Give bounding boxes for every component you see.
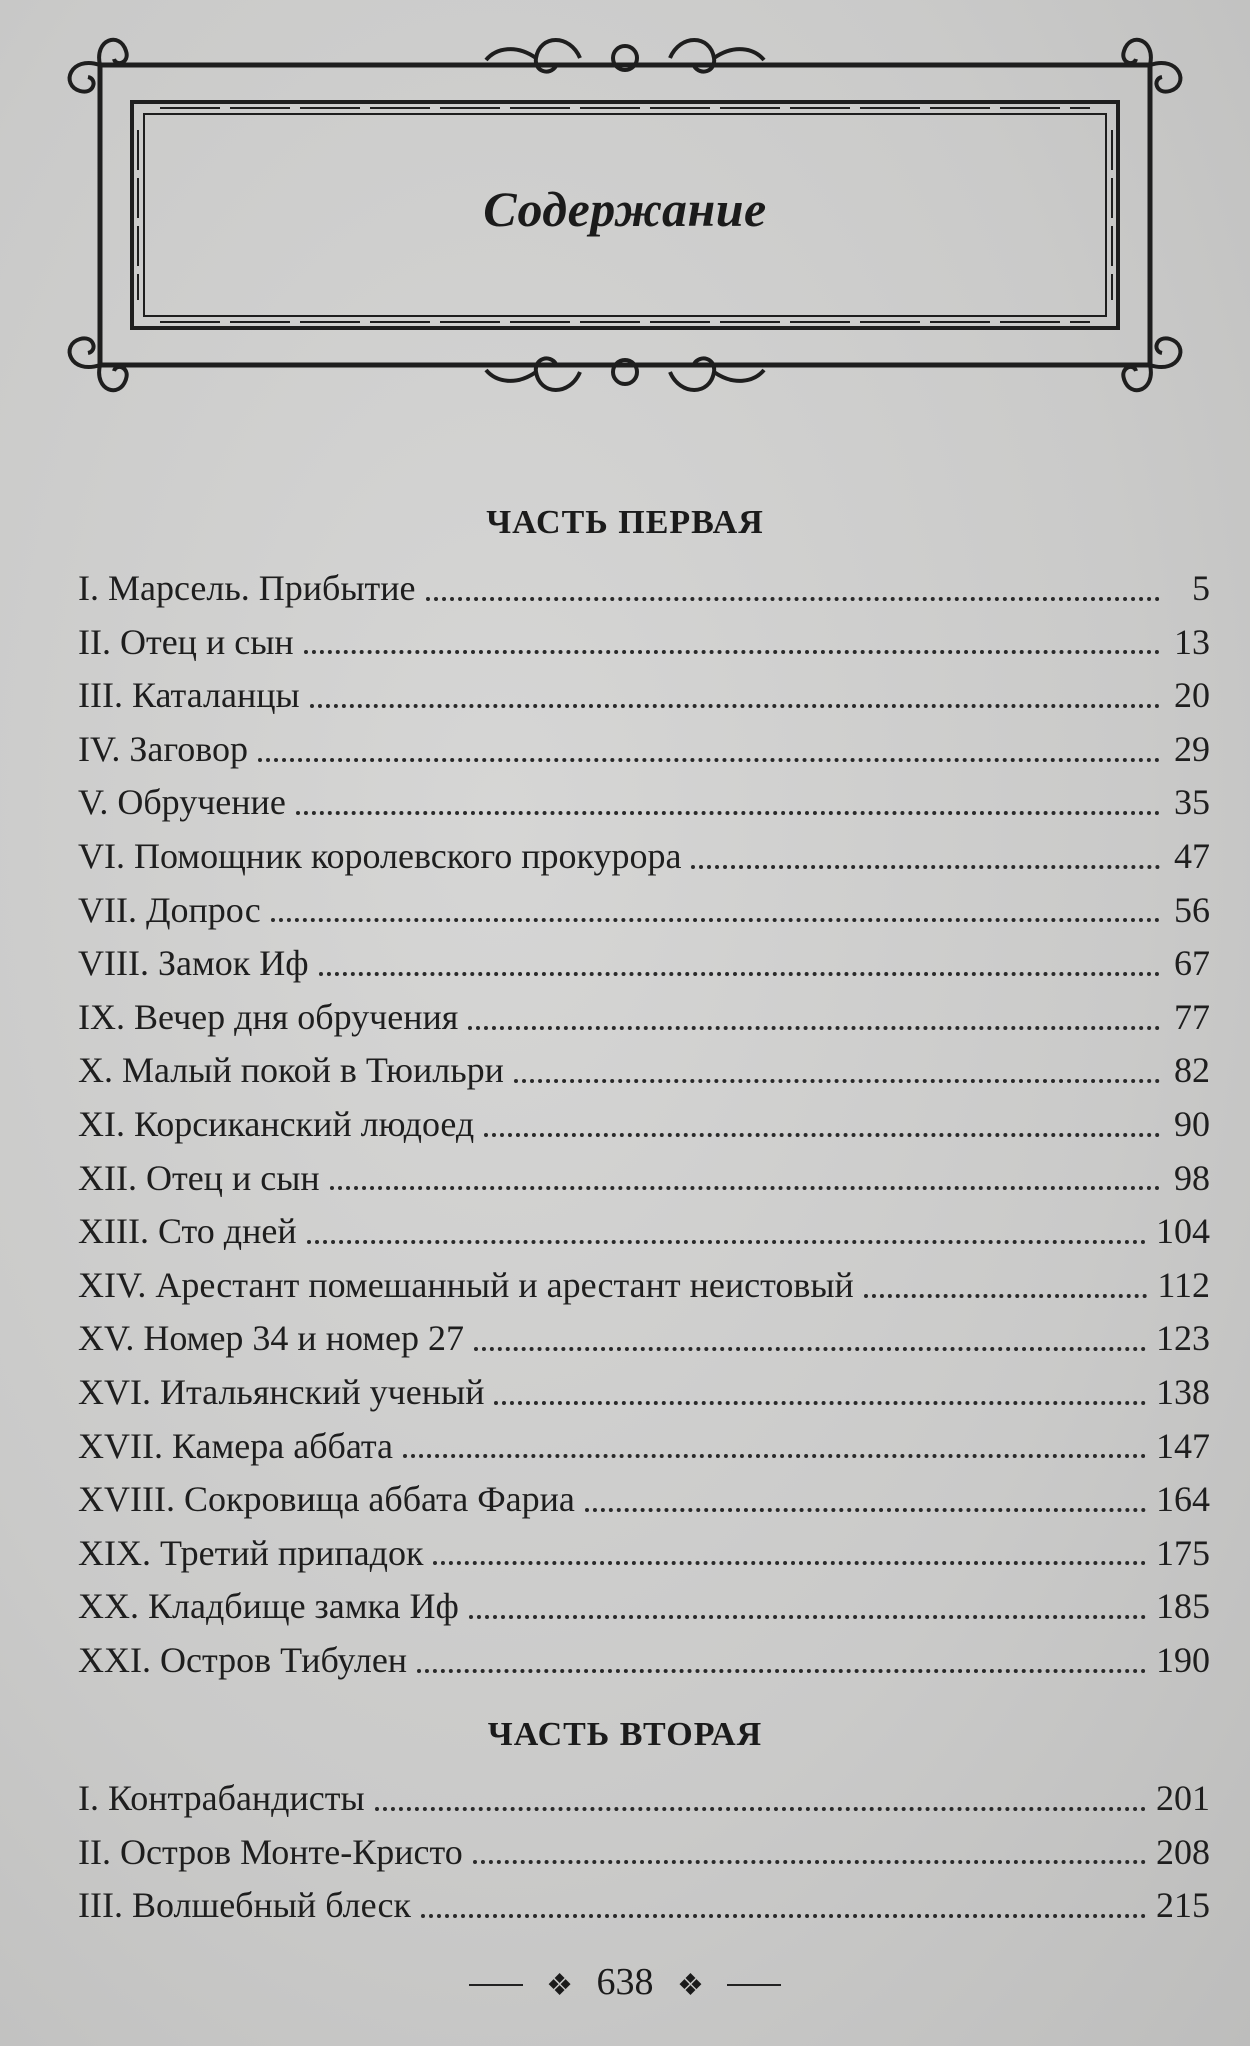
page-number: 638 [596, 1961, 654, 2003]
chapter-title: VIII. Замок Иф [78, 943, 309, 984]
dot-leader [468, 1026, 1160, 1030]
page-footer [0, 1960, 1250, 2004]
toc-entry [78, 776, 1210, 830]
toc-entry [78, 1366, 1210, 1420]
toc-entry [78, 1152, 1210, 1206]
dot-leader [864, 1294, 1148, 1298]
footer-rule-left [469, 1984, 523, 1986]
chapter-title: I. Марсель. Прибытие [78, 568, 416, 608]
chapter-title: II. Остров Монте-Кристо [78, 1831, 463, 1872]
chapter-title: XI. Корсиканский людоед [78, 1103, 475, 1144]
dot-leader [304, 650, 1160, 654]
chapter-page: 67 [1174, 943, 1210, 984]
toc-entry [78, 1772, 1210, 1826]
chapter-page: 175 [1156, 1532, 1210, 1573]
chapter-page: 47 [1174, 835, 1210, 876]
dot-leader [375, 1807, 1146, 1811]
toc-entry [78, 1527, 1210, 1581]
chapter-title: III. Волшебный блеск [78, 1885, 411, 1926]
dot-leader [691, 865, 1160, 869]
dot-leader [585, 1508, 1146, 1512]
toc-entry [78, 1312, 1210, 1366]
dot-leader [310, 704, 1160, 708]
toc-entry [78, 723, 1210, 777]
page-title: Содержание [483, 181, 767, 237]
chapter-page: 147 [1156, 1425, 1210, 1466]
chapter-title: XVIII. Сокровища аббата Фариа [78, 1479, 575, 1520]
dot-leader [426, 597, 1161, 601]
part-two-heading: ЧАСТЬ ВТОРАЯ [487, 1716, 763, 1753]
dot-leader [494, 1401, 1146, 1405]
chapter-title: I. Контрабандисты [78, 1778, 365, 1818]
chapter-title: III. Каталанцы [78, 675, 300, 716]
chapter-page: 164 [1156, 1479, 1210, 1520]
toc-entry [78, 830, 1210, 884]
toc-entry [78, 1879, 1210, 1933]
toc-entry [78, 616, 1210, 670]
chapter-page: 123 [1156, 1318, 1210, 1359]
chapter-page: 77 [1174, 996, 1210, 1037]
chapter-title: XXI. Остров Тибулен [78, 1639, 408, 1680]
dot-leader [484, 1133, 1160, 1137]
chapter-page: 104 [1156, 1211, 1210, 1252]
chapter-page: 82 [1174, 1050, 1210, 1091]
part-one-heading: ЧАСТЬ ПЕРВАЯ [486, 504, 764, 541]
chapter-page: 20 [1174, 675, 1210, 716]
dot-leader [474, 1347, 1146, 1351]
chapter-title: XIII. Сто дней [78, 1211, 297, 1252]
chapter-page: 138 [1156, 1371, 1210, 1412]
part-two-toc [78, 1772, 1210, 1933]
chapter-title: IX. Вечер дня обручения [78, 996, 459, 1037]
chapter-title: XIV. Арестант помешанный и арестант неистовый [78, 1264, 854, 1305]
toc-entry [78, 1259, 1210, 1313]
part-one-toc [78, 562, 1210, 1687]
chapter-title: VI. Помощник королевского прокурора [78, 835, 682, 876]
dot-leader [473, 1860, 1146, 1864]
toc-entry [78, 1634, 1210, 1688]
chapter-title: II. Отец и сын [78, 621, 294, 662]
toc-entry [78, 669, 1210, 723]
chapter-page: 201 [1156, 1778, 1210, 1818]
chapter-page: 90 [1174, 1103, 1210, 1144]
toc-entry [78, 884, 1210, 938]
chapter-title: XII. Отец и сын [78, 1157, 320, 1198]
chapter-page: 35 [1174, 782, 1210, 823]
dot-leader [433, 1561, 1146, 1565]
chapter-page: 13 [1174, 621, 1210, 662]
dot-leader [330, 1186, 1160, 1190]
dot-leader [296, 811, 1160, 815]
fleuron-icon: ❖ [677, 1968, 704, 2002]
toc-entry [78, 1098, 1210, 1152]
chapter-title: VII. Допрос [78, 889, 261, 930]
dot-leader [319, 972, 1160, 976]
toc-entry [78, 1580, 1210, 1634]
chapter-page: 98 [1174, 1157, 1210, 1198]
fleuron-icon: ❖ [546, 1968, 573, 2002]
dot-leader [417, 1669, 1146, 1673]
chapter-page: 112 [1157, 1264, 1210, 1305]
footer-rule-right [727, 1984, 781, 1986]
chapter-title: XV. Номер 34 и номер 27 [78, 1318, 465, 1359]
toc-entry [78, 1205, 1210, 1259]
toc-entry [78, 937, 1210, 991]
dot-leader [469, 1615, 1146, 1619]
chapter-title: X. Малый покой в Тюильри [78, 1050, 504, 1091]
dot-leader [403, 1454, 1146, 1458]
dot-leader [307, 1240, 1146, 1244]
chapter-title: XVI. Итальянский ученый [78, 1371, 485, 1412]
chapter-title: XVII. Камера аббата [78, 1425, 394, 1466]
chapter-title: XX. Кладбище замка Иф [78, 1586, 459, 1627]
dot-leader [258, 758, 1160, 762]
dot-leader [421, 1914, 1146, 1918]
chapter-title: V. Обручение [78, 782, 286, 823]
toc-entry [78, 1044, 1210, 1098]
chapter-page: 215 [1156, 1885, 1210, 1926]
chapter-page: 5 [1192, 568, 1210, 608]
dot-leader [514, 1079, 1160, 1083]
toc-entry [78, 1420, 1210, 1474]
chapter-page: 29 [1174, 728, 1210, 769]
title-frame [60, 20, 1190, 410]
toc-entry [78, 1473, 1210, 1527]
chapter-page: 208 [1156, 1831, 1210, 1872]
chapter-page: 185 [1156, 1586, 1210, 1627]
chapter-page: 190 [1156, 1639, 1210, 1680]
chapter-title: IV. Заговор [78, 728, 248, 769]
chapter-title: XIX. Третий припадок [78, 1532, 424, 1573]
dot-leader [271, 918, 1160, 922]
chapter-page: 56 [1174, 889, 1210, 930]
toc-entry [78, 991, 1210, 1045]
toc-entry [78, 562, 1210, 616]
toc-entry [78, 1826, 1210, 1880]
